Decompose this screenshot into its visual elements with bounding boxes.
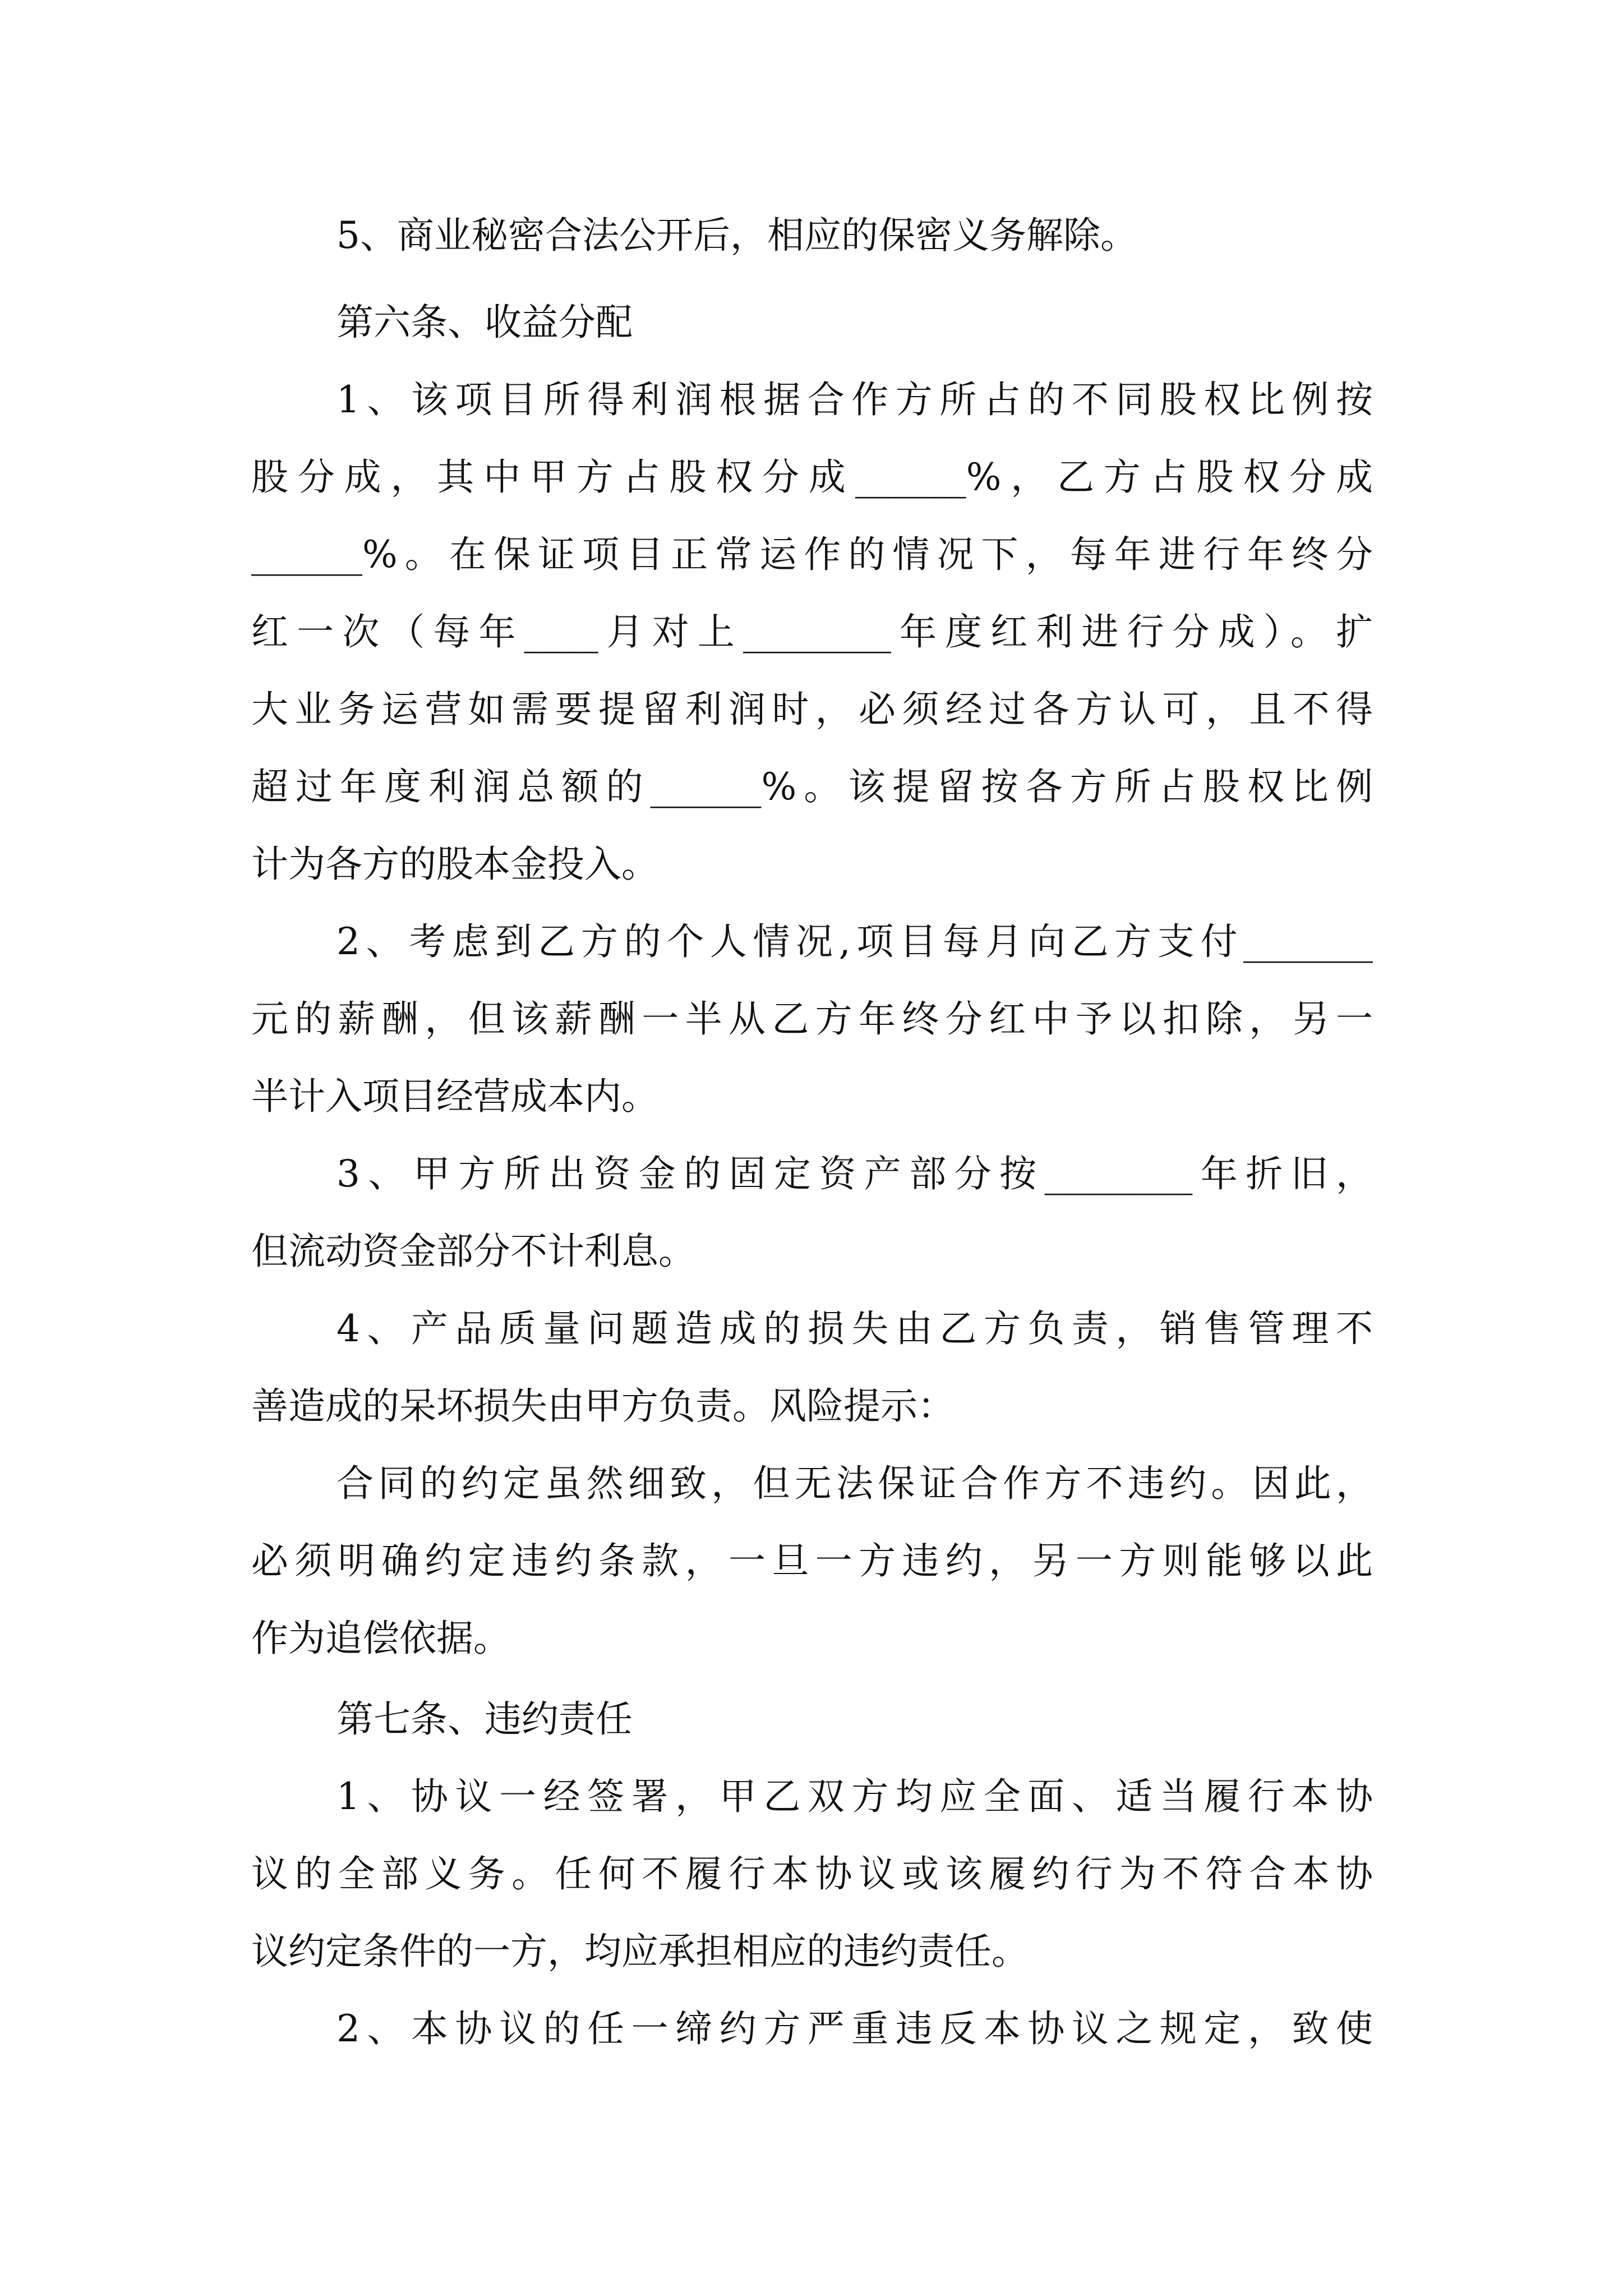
article-6-item-1-line-1: 1、该项目所得利润根据合作方所占的不同股权比例按	[336, 378, 1373, 421]
article-6-item-3-line-1: 3、甲方所出资金的固定资产部分按________年折旧，	[336, 1152, 1373, 1195]
article-7-item-2-line-1: 2、本协议的任一缔约方严重违反本协议之规定，致使	[336, 2007, 1373, 2050]
article-6-item-1-line-7: 计为各方的股本金投入。	[251, 843, 658, 886]
risk-note-line-1: 合同的约定虽然细致，但无法保证合作方不违约。因此，	[336, 1462, 1373, 1505]
article-6-item-1-line-2: 股分成，其中甲方占股权分成______%，乙方占股权分成	[251, 455, 1373, 499]
article-7-item-1-line-2: 议的全部义务。任何不履行本协议或该履约行为不符合本协	[251, 1852, 1373, 1895]
clause-5-secrets-released: 5、商业秘密合法公开后，相应的保密义务解除。	[336, 214, 1137, 257]
risk-note-line-2: 必须明确约定违约条款，一旦一方违约，另一方则能够以此	[251, 1539, 1373, 1582]
article-7-item-1-line-1: 1、协议一经签署，甲乙双方均应全面、适当履行本协	[336, 1775, 1373, 1818]
article-6-item-4-line-2: 善造成的呆坏损失由甲方负责。风险提示：	[251, 1384, 955, 1428]
article-6-heading: 第六条、收益分配	[336, 301, 633, 344]
article-7-item-1-line-3: 议约定条件的一方，均应承担相应的违约责任。	[251, 1930, 1029, 1973]
article-6-item-1-line-5: 大业务运营如需要提留利润时，必须经过各方认可，且不得	[251, 688, 1373, 731]
article-6-item-3-line-2: 但流动资金部分不计利息。	[251, 1230, 695, 1273]
risk-note-line-3: 作为追偿依据。	[251, 1617, 510, 1660]
article-6-item-1-line-6: 超过年度利润总额的______%。该提留按各方所占股权比例	[251, 765, 1373, 808]
article-6-item-1-line-3: ______%。在保证项目正常运作的情况下，每年进行年终分	[251, 533, 1373, 576]
article-6-item-2-line-2: 元的薪酬，但该薪酬一半从乙方年终分红中予以扣除，另一	[251, 997, 1373, 1041]
article-7-heading: 第七条、违约责任	[336, 1697, 633, 1741]
article-6-item-2-line-3: 半计入项目经营成本内。	[251, 1075, 658, 1118]
article-6-item-1-line-4: 红一次（每年____月对上________年度红利进行分成）。扩	[251, 610, 1373, 654]
article-6-item-2-line-1: 2、考虑到乙方的个人情况,项目每月向乙方支付_______	[336, 920, 1373, 963]
article-6-item-4-line-1: 4、产品质量问题造成的损失由乙方负责，销售管理不	[336, 1307, 1373, 1350]
